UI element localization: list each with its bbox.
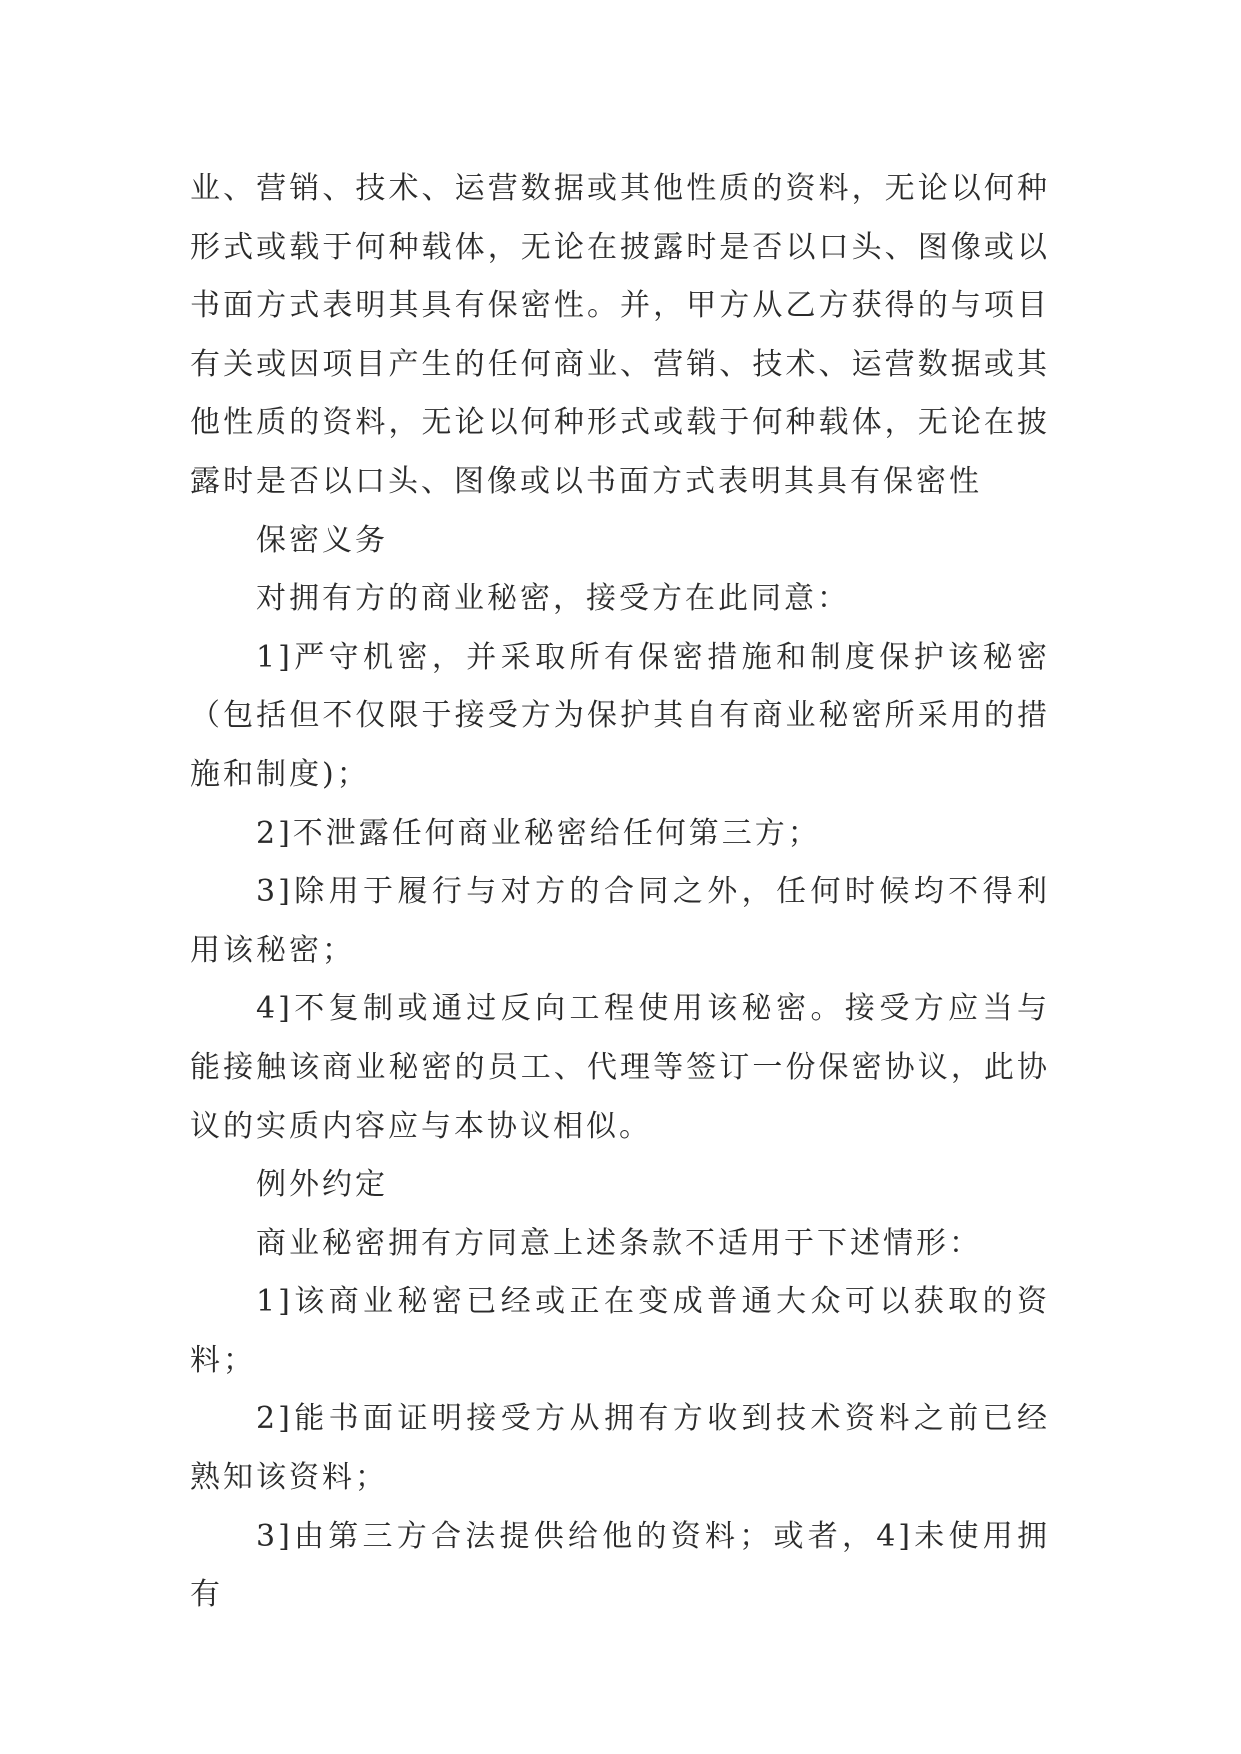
list-item-obligation-1: 1]严守机密，并采取所有保密措施和制度保护该秘密（包括但不仅限于接受方为保护其自有商业秘密所采用的措施和制度)； [190, 639, 1050, 792]
list-item-obligation-4: 4]不复制或通过反向工程使用该秘密。接受方应当与能接触该商业秘密的员工、代理等签订一份保密协议，此协议的实质内容应与本协议相似。 [190, 991, 1050, 1144]
heading-exceptions: 例外约定 [256, 1167, 388, 1203]
document-page [190, 160, 1050, 1625]
list-item-obligation-3: 3]除用于履行与对方的合同之外，任何时候均不得利用该秘密； [190, 874, 1050, 968]
heading-confidentiality-obligation: 保密义务 [256, 522, 388, 558]
paragraph-exceptions-intro: 商业秘密拥有方同意上述条款不适用于下述情形： [256, 1225, 982, 1261]
paragraph-receiver-agrees: 对拥有方的商业秘密，接受方在此同意： [256, 581, 850, 617]
paragraph-continued-definition: 业、营销、技术、运营数据或其他性质的资料，无论以何种形式或载于何种载体，无论在披露时是否以口头、图像或以书面方式表明其具有保密性。并，甲方从乙方获得的与项目有关或因项目产生的任何商业、营销、技术、运营数据或其他性质的资料，无论以何种形式或载于何种载体，无论在披露时是否以口头、图像或以书面方式表明其具有保密性 [190, 171, 1050, 499]
list-item-exception-1: 1]该商业秘密已经或正在变成普通大众可以获取的资料； [190, 1284, 1050, 1378]
list-item-obligation-2: 2]不泄露任何商业秘密给任何第三方； [256, 815, 821, 851]
list-item-exception-3: 3]由第三方合法提供给他的资料；或者，4]未使用拥有 [190, 1518, 1050, 1613]
list-item-exception-2: 2]能书面证明接受方从拥有方收到技术资料之前已经熟知该资料； [190, 1401, 1050, 1496]
